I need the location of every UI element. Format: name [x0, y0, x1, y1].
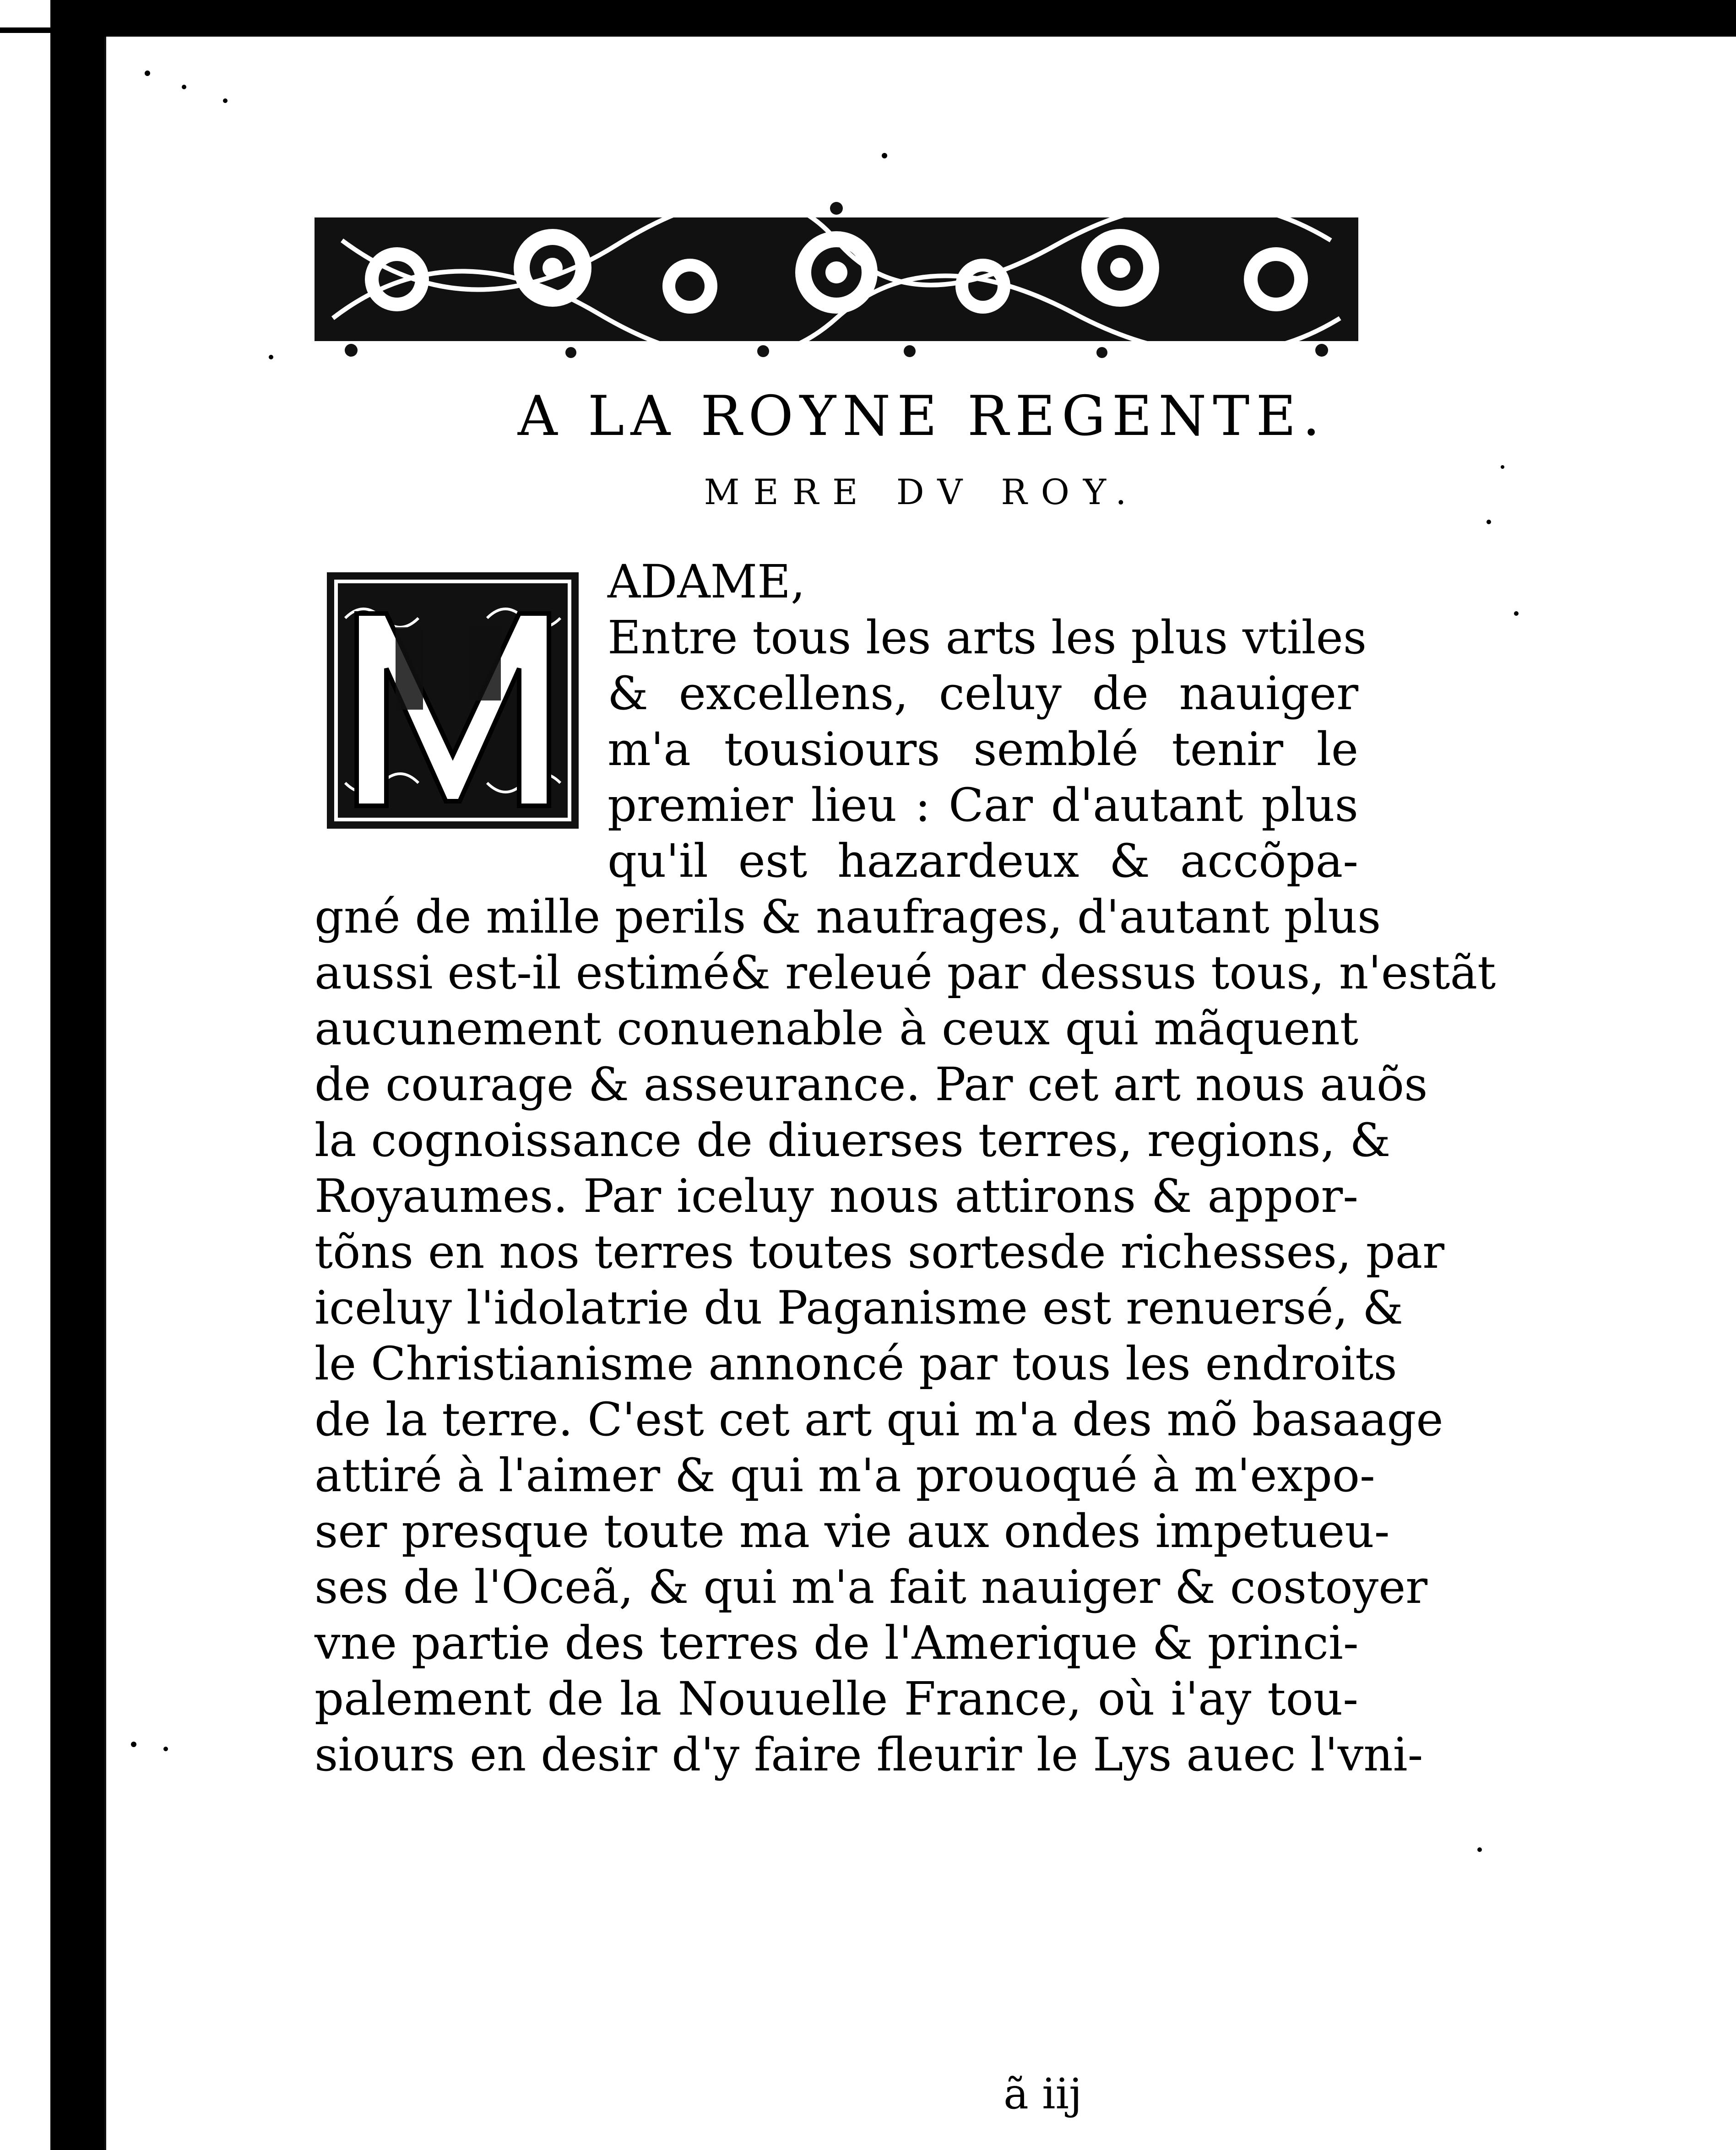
text-line-13: tõns en nos terres toutes sortesde richesses, par [315, 1225, 1445, 1279]
floral-scroll-headpiece-icon [315, 199, 1358, 359]
text-line-19: ses de l'Oceã, & qui m'a fait nauiger & costoyer [315, 1560, 1428, 1614]
text-line-15: le Christianisme annoncé par tous les endroits [315, 1337, 1397, 1390]
text-line-8: aussi est-il estimé& releué par dessus tous, n'estãt [315, 946, 1496, 999]
text-line-2: Entre tous les arts les plus vtiles [608, 611, 1367, 664]
text-line-21: palement de la Nouuelle France, où i'ay tou- [315, 1672, 1358, 1726]
text-line-14: iceluy l'idolatrie du Paganisme est renuersé, & [315, 1281, 1404, 1335]
book-edge [0, 0, 55, 2150]
text-line-5: premier lieu : Car d'autant plus [608, 778, 1358, 832]
text-line-18: ser presque toute ma vie aux ondes impetueu- [315, 1504, 1390, 1558]
page-title: A LA ROYNE REGENTE. [517, 385, 1327, 448]
text-line-6: qu'il est hazardeux & accõpa- [608, 834, 1358, 888]
text-line-17: attiré à l'aimer & qui m'a prouoqué à m'expo- [315, 1449, 1375, 1502]
text-line-12: Royaumes. Par iceluy nous attirons & appor- [315, 1169, 1358, 1223]
text-line-3: & excellens, celuy de nauiger [608, 667, 1358, 720]
dedication-text [315, 554, 1496, 1783]
signature-mark: ã iij [1004, 2069, 1082, 2118]
text-line-22: siours en desir d'y faire fleurir le Lys auec l'vni- [315, 1728, 1423, 1781]
text-line-4: m'a tousiours semblé tenir le [608, 722, 1358, 776]
text-line-9: aucunement conuenable à ceux qui mãquent [315, 1002, 1358, 1055]
text-line-1: ADAME, [608, 555, 805, 608]
text-line-7: gné de mille perils & naufrages, d'autant plus [315, 890, 1381, 944]
text-line-16: de la terre. C'est cet art qui m'a des mõ basaage [315, 1393, 1443, 1446]
text-line-10: de courage & asseurance. Par cet art nous auõs [315, 1058, 1428, 1111]
text-line-20: vne partie des terres de l'Amerique & princi- [315, 1616, 1359, 1670]
text-line-11: la cognoissance de diuerses terres, regions, & [315, 1113, 1391, 1167]
page-subtitle: MERE DV ROY. [704, 472, 1140, 512]
book-page [104, 37, 1736, 2150]
